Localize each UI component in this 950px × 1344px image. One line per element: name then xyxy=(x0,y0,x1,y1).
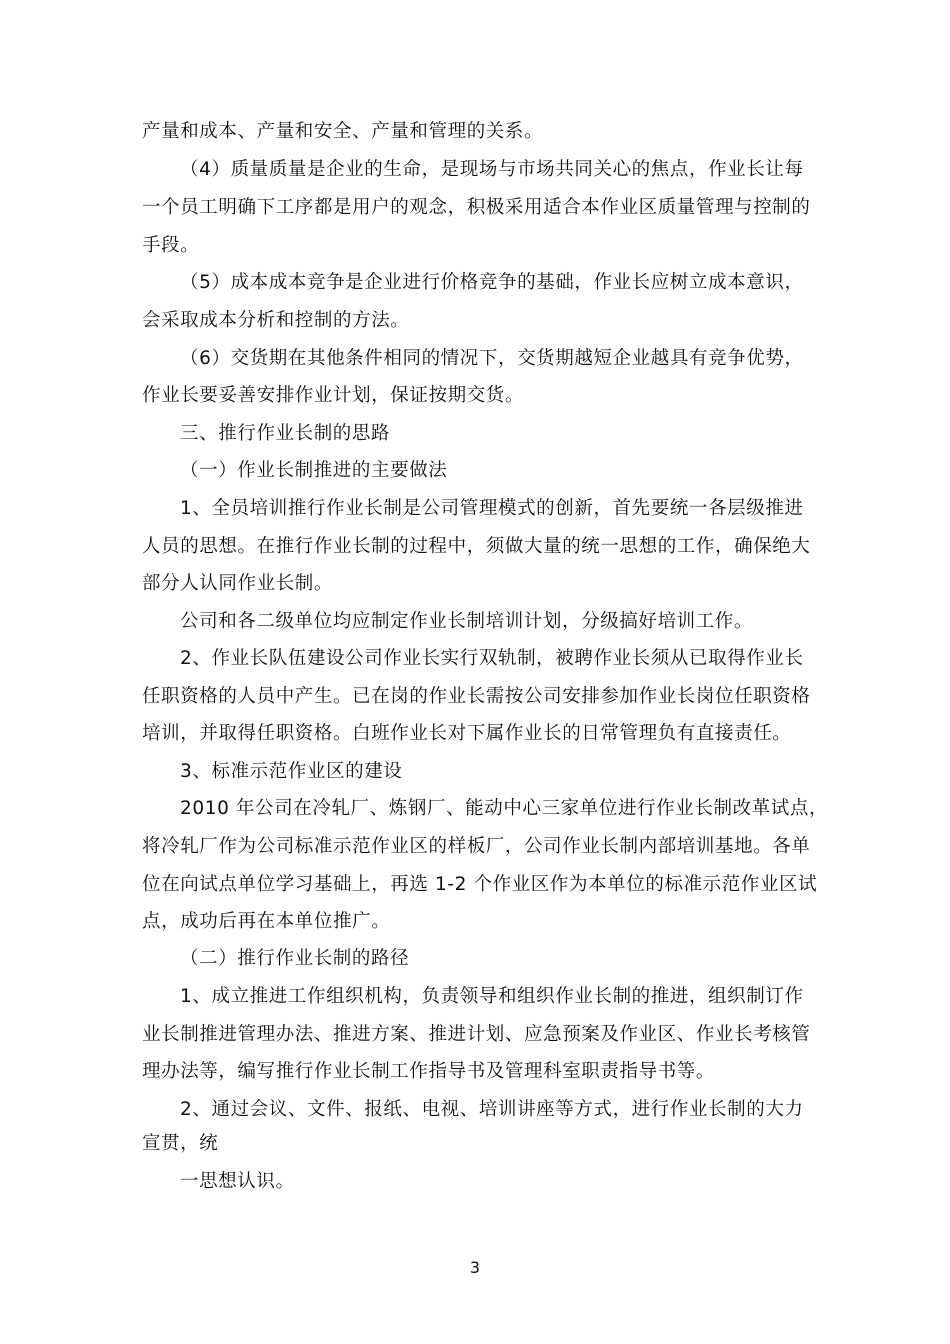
text-line: 1、全员培训推行作业长制是公司管理模式的创新，首先要统一各层级推进 xyxy=(180,498,804,519)
subsection-heading: （二）推行作业长制的路径 xyxy=(180,948,410,969)
text-line: 3、标准示范作业区的建设 xyxy=(180,761,403,782)
text-line: 作业长要妥善安排作业计划，保证按期交货。 xyxy=(142,385,525,406)
text-line: 2010 年公司在冷轧厂、炼钢厂、能动中心三家单位进行作业长制改革试点， xyxy=(180,798,829,819)
text-line: 2、作业长队伍建设公司作业长实行双轨制，被聘作业长须从已取得作业长 xyxy=(180,648,804,669)
text-line: 2、通过会议、文件、报纸、电视、培训讲座等方式，进行作业长制的大力 xyxy=(180,1099,804,1120)
page-number: 3 xyxy=(469,1258,481,1277)
text-line: 人员的思想。在推行作业长制的过程中，须做大量的统一思想的工作，确保绝大 xyxy=(142,536,811,557)
text-line: 业长制推进管理办法、推进方案、推进计划、应急预案及作业区、作业长考核管 xyxy=(142,1024,811,1045)
subsection-heading: （一）作业长制推进的主要做法 xyxy=(180,460,448,481)
text-line: 任职资格的人员中产生。已在岗的作业长需按公司安排参加作业长岗位任职资格 xyxy=(142,686,811,707)
text-line: 一思想认识。 xyxy=(180,1171,295,1192)
text-line: 一个员工明确下工序都是用户的观念，积极采用适合本作业区质量管理与控制的 xyxy=(142,197,811,218)
text-line: 宣贯，统 xyxy=(142,1133,219,1154)
text-line: 手段。 xyxy=(142,235,200,256)
text-line: （6）交货期在其他条件相同的情况下，交货期越短企业越具有竞争优势， xyxy=(180,348,804,369)
text-line: 理办法等，编写推行作业长制工作指导书及管理科室职责指导书等。 xyxy=(142,1061,716,1082)
text-line: 产量和成本、产量和安全、产量和管理的关系。 xyxy=(142,121,544,142)
text-line: 部分人认同作业长制。 xyxy=(142,573,334,594)
text-line: （5）成本成本竞争是企业进行价格竞争的基础，作业长应树立成本意识， xyxy=(180,272,804,293)
text-line: 1、成立推进工作组织机构，负责领导和组织作业长制的推进，组织制订作 xyxy=(180,986,804,1007)
text-line: 会采取成本分析和控制的方法。 xyxy=(142,310,410,331)
text-line: 位在向试点单位学习基础上，再选 1-2 个作业区作为本单位的标准示范作业区试 xyxy=(142,874,818,895)
text-line: 将冷轧厂作为公司标准示范作业区的样板厂，公司作业长制内部培训基地。各单 xyxy=(142,836,811,857)
section-heading: 三、推行作业长制的思路 xyxy=(180,423,391,444)
text-line: （4）质量质量是企业的生命，是现场与市场共同关心的焦点，作业长让每 xyxy=(180,159,804,180)
text-line: 公司和各二级单位均应制定作业长制培训计划，分级搞好培训工作。 xyxy=(180,611,754,632)
text-line: 点，成功后再在本单位推广。 xyxy=(142,911,391,932)
text-line: 培训，并取得任职资格。白班作业长对下属作业长的日常管理负有直接责任。 xyxy=(142,723,792,744)
